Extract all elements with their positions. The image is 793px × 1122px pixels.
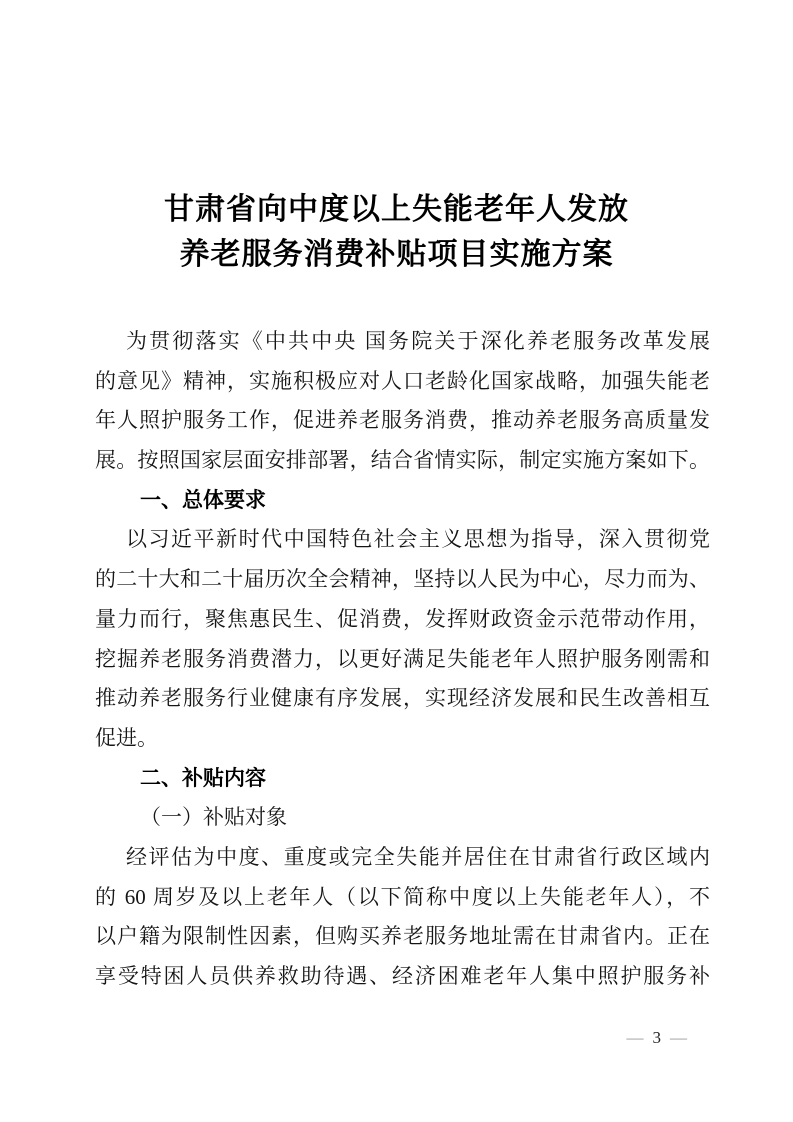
- title-line-1: 甘肃省向中度以上失能老年人发放: [164, 193, 629, 226]
- paragraph-line: 为贯彻落实《中共中央 国务院关于深化养老服务改革发展: [126, 329, 710, 353]
- paragraph-line: 年人照护服务工作，促进养老服务消费，推动养老服务高质量发: [95, 408, 710, 433]
- paragraph-line: 推动养老服务行业健康有序发展，实现经济发展和民生改善相互: [95, 686, 710, 711]
- section-heading-1: 一、总体要求: [140, 488, 266, 512]
- paragraph-line: 以习近平新时代中国特色社会主义思想为指导，深入贯彻党: [126, 527, 710, 552]
- document-title: [0, 187, 793, 277]
- paragraph-line: 挖掘养老服务消费潜力，以更好满足失能老年人照护服务刚需和: [95, 646, 710, 671]
- sub-heading: （一）补贴对象: [140, 805, 287, 830]
- title-line-2: 养老服务消费补贴项目实施方案: [179, 238, 614, 271]
- paragraph-line: 的意见》精神，实施积极应对人口老龄化国家战略，加强失能老: [95, 368, 710, 393]
- section-heading-2: 二、补贴内容: [140, 766, 266, 790]
- page-number-dash-right: —: [670, 1028, 687, 1047]
- paragraph-line: 的 60 周岁及以上老年人（以下简称中度以上失能老年人），不: [95, 884, 710, 909]
- paragraph-line: 的二十大和二十届历次全会精神，坚持以人民为中心，尽力而为、: [95, 567, 710, 592]
- paragraph-line: 展。按照国家层面安排部署，结合省情实际，制定实施方案如下。: [95, 448, 710, 473]
- page-number-value: 3: [652, 1028, 661, 1047]
- paragraph-line: 量力而行，聚焦惠民生、促消费，发挥财政资金示范带动作用，: [95, 606, 710, 631]
- document-body: [95, 322, 710, 997]
- paragraph-line: 经评估为中度、重度或完全失能并居住在甘肃省行政区域内: [126, 844, 710, 869]
- page-number: [627, 1029, 688, 1046]
- paragraph-line: 促进。: [95, 725, 158, 750]
- paragraph-line: 以户籍为限制性因素，但购买养老服务地址需在甘肃省内。正在: [95, 924, 710, 949]
- paragraph-line: 享受特困人员供养救助待遇、经济困难老年人集中照护服务补: [95, 964, 710, 988]
- page-number-dash-left: —: [626, 1028, 644, 1047]
